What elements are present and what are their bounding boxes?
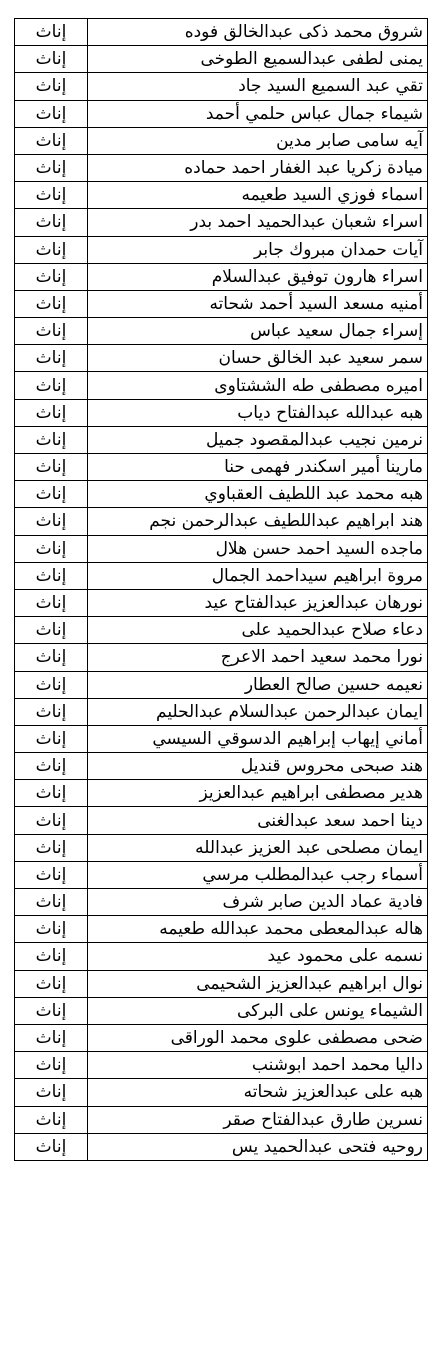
gender-cell: إناث	[15, 725, 88, 752]
name-cell: ميادة زكريا عبد الغفار احمد حماده	[88, 154, 428, 181]
gender-cell: إناث	[15, 807, 88, 834]
table-row	[15, 589, 428, 616]
name-cell: هبه محمد عبد اللطيف العقباوي	[88, 481, 428, 508]
gender-cell: إناث	[15, 399, 88, 426]
table-row	[15, 671, 428, 698]
name-cell: نوال ابراهيم عبدالعزيز الشحيمى	[88, 970, 428, 997]
gender-cell: إناث	[15, 780, 88, 807]
table-row	[15, 617, 428, 644]
table-row	[15, 644, 428, 671]
name-cell: هبه عبدالله عبدالفتاح دياب	[88, 399, 428, 426]
name-cell: نسرين طارق عبدالفتاح صقر	[88, 1106, 428, 1133]
name-cell: مروة ابراهيم سيداحمد الجمال	[88, 562, 428, 589]
gender-cell: إناث	[15, 454, 88, 481]
gender-cell: إناث	[15, 73, 88, 100]
gender-cell: إناث	[15, 182, 88, 209]
name-cell: الشيماء يونس على البركى	[88, 997, 428, 1024]
table-row	[15, 780, 428, 807]
name-cell: إسراء جمال سعيد عباس	[88, 318, 428, 345]
gender-cell: إناث	[15, 861, 88, 888]
gender-cell: إناث	[15, 671, 88, 698]
name-cell: آيه سامى صابر مدين	[88, 127, 428, 154]
table-row	[15, 399, 428, 426]
table-row	[15, 263, 428, 290]
table-row	[15, 943, 428, 970]
name-cell: مارينا أمير اسكندر فهمى حنا	[88, 454, 428, 481]
gender-cell: إناث	[15, 19, 88, 46]
table-row	[15, 372, 428, 399]
name-cell: فادية عماد الدين صابر شرف	[88, 889, 428, 916]
table-row	[15, 1133, 428, 1160]
table-row	[15, 970, 428, 997]
gender-cell: إناث	[15, 1106, 88, 1133]
gender-cell: إناث	[15, 1133, 88, 1160]
gender-cell: إناث	[15, 154, 88, 181]
table-row	[15, 209, 428, 236]
gender-cell: إناث	[15, 943, 88, 970]
name-cell: أماني إيهاب إبراهيم الدسوقي السيسي	[88, 725, 428, 752]
table-row	[15, 73, 428, 100]
gender-cell: إناث	[15, 889, 88, 916]
name-cell: سمر سعيد عبد الخالق حسان	[88, 345, 428, 372]
gender-cell: إناث	[15, 318, 88, 345]
name-cell: اسراء هارون توفيق عبدالسلام	[88, 263, 428, 290]
table-row	[15, 698, 428, 725]
table-row	[15, 1079, 428, 1106]
table-row	[15, 19, 428, 46]
table-row	[15, 481, 428, 508]
gender-cell: إناث	[15, 644, 88, 671]
name-cell: ماجده السيد احمد حسن هلال	[88, 535, 428, 562]
names-sheet	[14, 18, 428, 1161]
gender-cell: إناث	[15, 970, 88, 997]
name-cell: ضحى مصطفى علوى محمد الوراقى	[88, 1024, 428, 1051]
gender-cell: إناث	[15, 127, 88, 154]
names-table	[14, 18, 428, 1161]
gender-cell: إناث	[15, 100, 88, 127]
table-row	[15, 997, 428, 1024]
gender-cell: إناث	[15, 1024, 88, 1051]
name-cell: داليا محمد احمد ابوشنب	[88, 1052, 428, 1079]
table-row	[15, 345, 428, 372]
gender-cell: إناث	[15, 481, 88, 508]
table-row	[15, 535, 428, 562]
table-row	[15, 562, 428, 589]
names-table-body	[15, 19, 428, 1161]
gender-cell: إناث	[15, 508, 88, 535]
gender-cell: إناث	[15, 997, 88, 1024]
gender-cell: إناث	[15, 562, 88, 589]
table-row	[15, 46, 428, 73]
name-cell: شروق محمد ذكى عبدالخالق فوده	[88, 19, 428, 46]
gender-cell: إناث	[15, 916, 88, 943]
table-row	[15, 236, 428, 263]
name-cell: أسماء رجب عبدالمطلب مرسي	[88, 861, 428, 888]
gender-cell: إناث	[15, 236, 88, 263]
name-cell: اسماء فوزي السيد طعيمه	[88, 182, 428, 209]
name-cell: أمنيه مسعد السيد أحمد شحاته	[88, 290, 428, 317]
table-row	[15, 154, 428, 181]
table-row	[15, 753, 428, 780]
name-cell: هبه على عبدالعزيز شحاته	[88, 1079, 428, 1106]
table-row	[15, 127, 428, 154]
table-row	[15, 182, 428, 209]
name-cell: نرمين نجيب عبدالمقصود جميل	[88, 426, 428, 453]
name-cell: هدير مصطفى ابراهيم عبدالعزيز	[88, 780, 428, 807]
name-cell: دينا احمد سعد عبدالغنى	[88, 807, 428, 834]
table-row	[15, 318, 428, 345]
name-cell: هند ابراهيم عبداللطيف عبدالرحمن نجم	[88, 508, 428, 535]
gender-cell: إناث	[15, 46, 88, 73]
name-cell: يمنى لطفى عبدالسميع الطوخى	[88, 46, 428, 73]
gender-cell: إناث	[15, 698, 88, 725]
table-row	[15, 1024, 428, 1051]
table-row	[15, 834, 428, 861]
table-row	[15, 100, 428, 127]
table-row	[15, 1106, 428, 1133]
gender-cell: إناث	[15, 535, 88, 562]
name-cell: آيات حمدان مبروك جابر	[88, 236, 428, 263]
name-cell: نسمه على محمود عيد	[88, 943, 428, 970]
table-row	[15, 290, 428, 317]
name-cell: نورا محمد سعيد احمد الاعرج	[88, 644, 428, 671]
table-row	[15, 861, 428, 888]
name-cell: نورهان عبدالعزيز عبدالفتاح عيد	[88, 589, 428, 616]
gender-cell: إناث	[15, 834, 88, 861]
name-cell: ايمان مصلحى عبد العزيز عبدالله	[88, 834, 428, 861]
gender-cell: إناث	[15, 372, 88, 399]
name-cell: دعاء صلاح عبدالحميد على	[88, 617, 428, 644]
name-cell: ايمان عبدالرحمن عبدالسلام عبدالحليم	[88, 698, 428, 725]
name-cell: تقي عبد السميع السيد جاد	[88, 73, 428, 100]
table-row	[15, 916, 428, 943]
table-row	[15, 1052, 428, 1079]
gender-cell: إناث	[15, 263, 88, 290]
gender-cell: إناث	[15, 617, 88, 644]
gender-cell: إناث	[15, 290, 88, 317]
table-row	[15, 889, 428, 916]
name-cell: روحيه فتحى عبدالحميد يس	[88, 1133, 428, 1160]
name-cell: شيماء جمال عباس حلمي أحمد	[88, 100, 428, 127]
gender-cell: إناث	[15, 345, 88, 372]
table-row	[15, 807, 428, 834]
name-cell: نعيمه حسين صالح العطار	[88, 671, 428, 698]
name-cell: هند صبحى محروس قنديل	[88, 753, 428, 780]
gender-cell: إناث	[15, 1079, 88, 1106]
gender-cell: إناث	[15, 753, 88, 780]
gender-cell: إناث	[15, 1052, 88, 1079]
table-row	[15, 454, 428, 481]
gender-cell: إناث	[15, 209, 88, 236]
table-row	[15, 725, 428, 752]
gender-cell: إناث	[15, 589, 88, 616]
table-row	[15, 426, 428, 453]
name-cell: اسراء شعبان عبدالحميد احمد بدر	[88, 209, 428, 236]
table-row	[15, 508, 428, 535]
name-cell: هاله عبدالمعطى محمد عبدالله طعيمه	[88, 916, 428, 943]
name-cell: اميره مصطفى طه الششتاوى	[88, 372, 428, 399]
gender-cell: إناث	[15, 426, 88, 453]
